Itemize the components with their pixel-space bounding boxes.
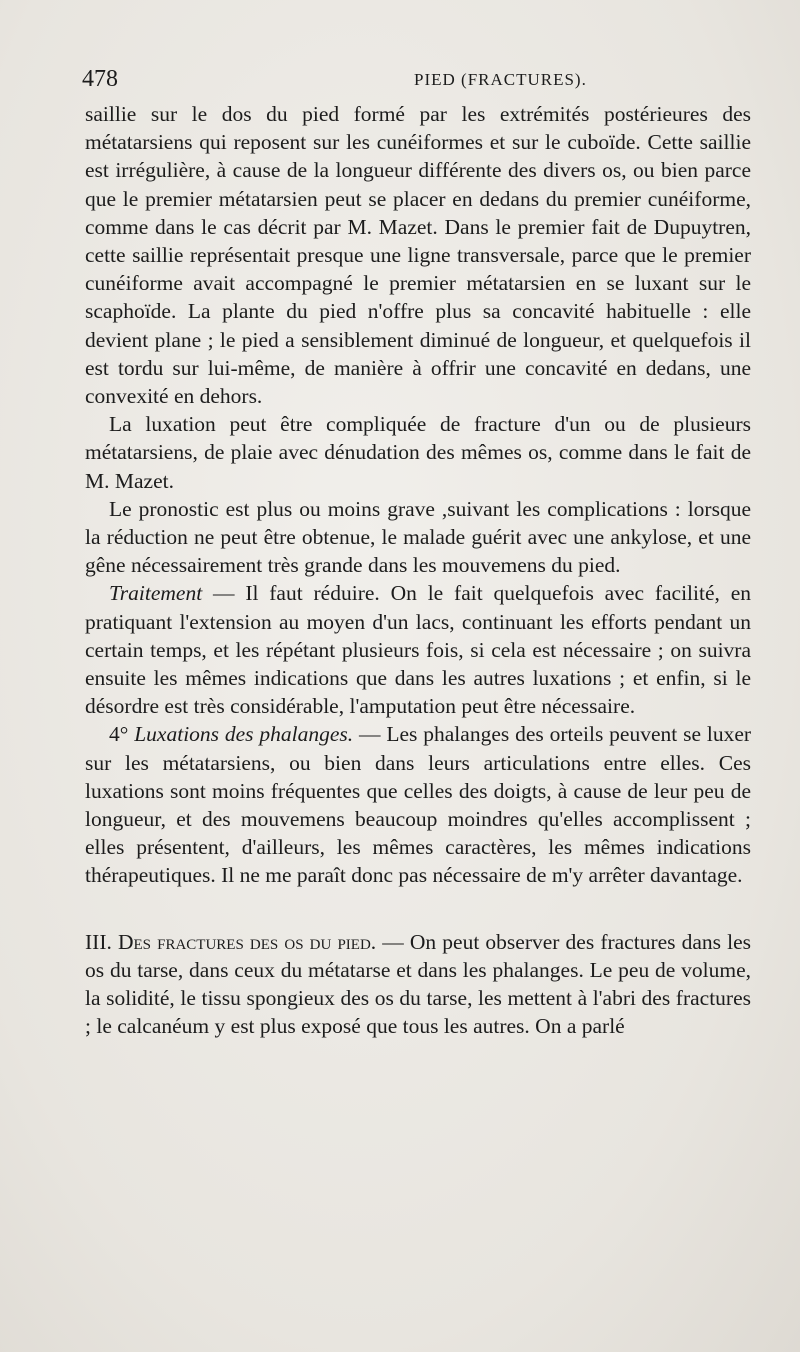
paragraph-text: — Il faut réduire. On le fait quelquefois avec facilité, en pratiquant l'extension au moyen d'un lacs, continuant les efforts pendant un certain temps, et les répétant plusieurs fois, si cela est nécessaire ; on suivra ensuite les mêmes indications que dans les autres luxations ; et enfin, si le désordre est très considérable, l'amputation peut être nécessaire. xyxy=(85,581,752,719)
paragraph-text: — Les phalanges des orteils peuvent se luxer sur les métatarsiens, ou bien dans leurs articulations entre elles. Ces luxations sont moins fréquentes que celles des doigts, à cause de leur peu de longueur, et des mouvemens beaucoup moindres qu'elles accomplissent ; elles présentent, d'ailleurs, les mêmes caractères, les mêmes indications thérapeutiques. Il ne me paraît donc pas nécessaire de m'y arrêter davantage. xyxy=(85,722,752,888)
paragraph-phalanges xyxy=(85,720,751,889)
running-title: PIED (FRACTURES). xyxy=(414,70,587,89)
paragraph-lead: Luxations des phalanges. xyxy=(134,722,354,747)
paragraph-continuation xyxy=(85,100,751,410)
body-text xyxy=(85,100,751,1041)
paragraph-treatment xyxy=(85,579,751,720)
section-fractures xyxy=(85,928,751,1041)
paragraph-complication xyxy=(85,410,751,495)
section-title: Des fractures des os du pied. xyxy=(117,929,377,954)
page-number: 478 xyxy=(82,66,118,92)
section-text: — On peut observer des fractures dans les os du tarse, dans ceux du métatarse et dans les phalanges. Le peu de volume, la solidité, le tissu spongieux des os du tarse, les mettent à l'abri des fractures ; le calcanéum y est plus exposé que tous les autres. On a parlé xyxy=(85,929,752,1039)
paragraph-text: Le pronostic est plus ou moins grave ,suivant les complications : lorsque la réduction ne peut être obtenue, le malade guérit avec une ankylose, et une gêne nécessairement très grande dans les mouvemens du pied. xyxy=(85,496,751,578)
paragraph-text: La luxation peut être compliquée de fracture d'un ou de plusieurs métatarsiens, de plaie avec dénudation des mêmes os, comme dans le fait de M. Mazet. xyxy=(85,412,751,493)
section-numeral: III. xyxy=(85,929,112,954)
paragraph-prognosis xyxy=(85,495,751,580)
section-break xyxy=(85,890,751,928)
paragraph-text: saillie sur le dos du pied formé par les extrémités postérieures des métatarsiens qui reposent sur les cunéiformes et sur le cuboïde. Cette saillie est irrégulière, à cause de la longueur différente des divers os, ou bien parce que le premier métatarsien peut se placer en dedans du premier cunéiforme, comme dans le cas décrit par M. Mazet. Dans le premier fait de Dupuytren, cette saillie représentait presque une ligne transversale, parce que le premier cunéiforme avait accompagné le premier métatarsien en se luxant sur le scaphoïde. La plante du pied n'offre plus sa concavité habituelle : elle devient plane ; le pied a sensiblement diminué de longueur, et quelquefois il est tordu sur lui-même, de manière à offrir une concavité en dedans, une convexité en dehors. xyxy=(85,102,751,409)
paragraph-lead: Traitement xyxy=(109,581,203,606)
paragraph-number: 4° xyxy=(109,722,129,747)
